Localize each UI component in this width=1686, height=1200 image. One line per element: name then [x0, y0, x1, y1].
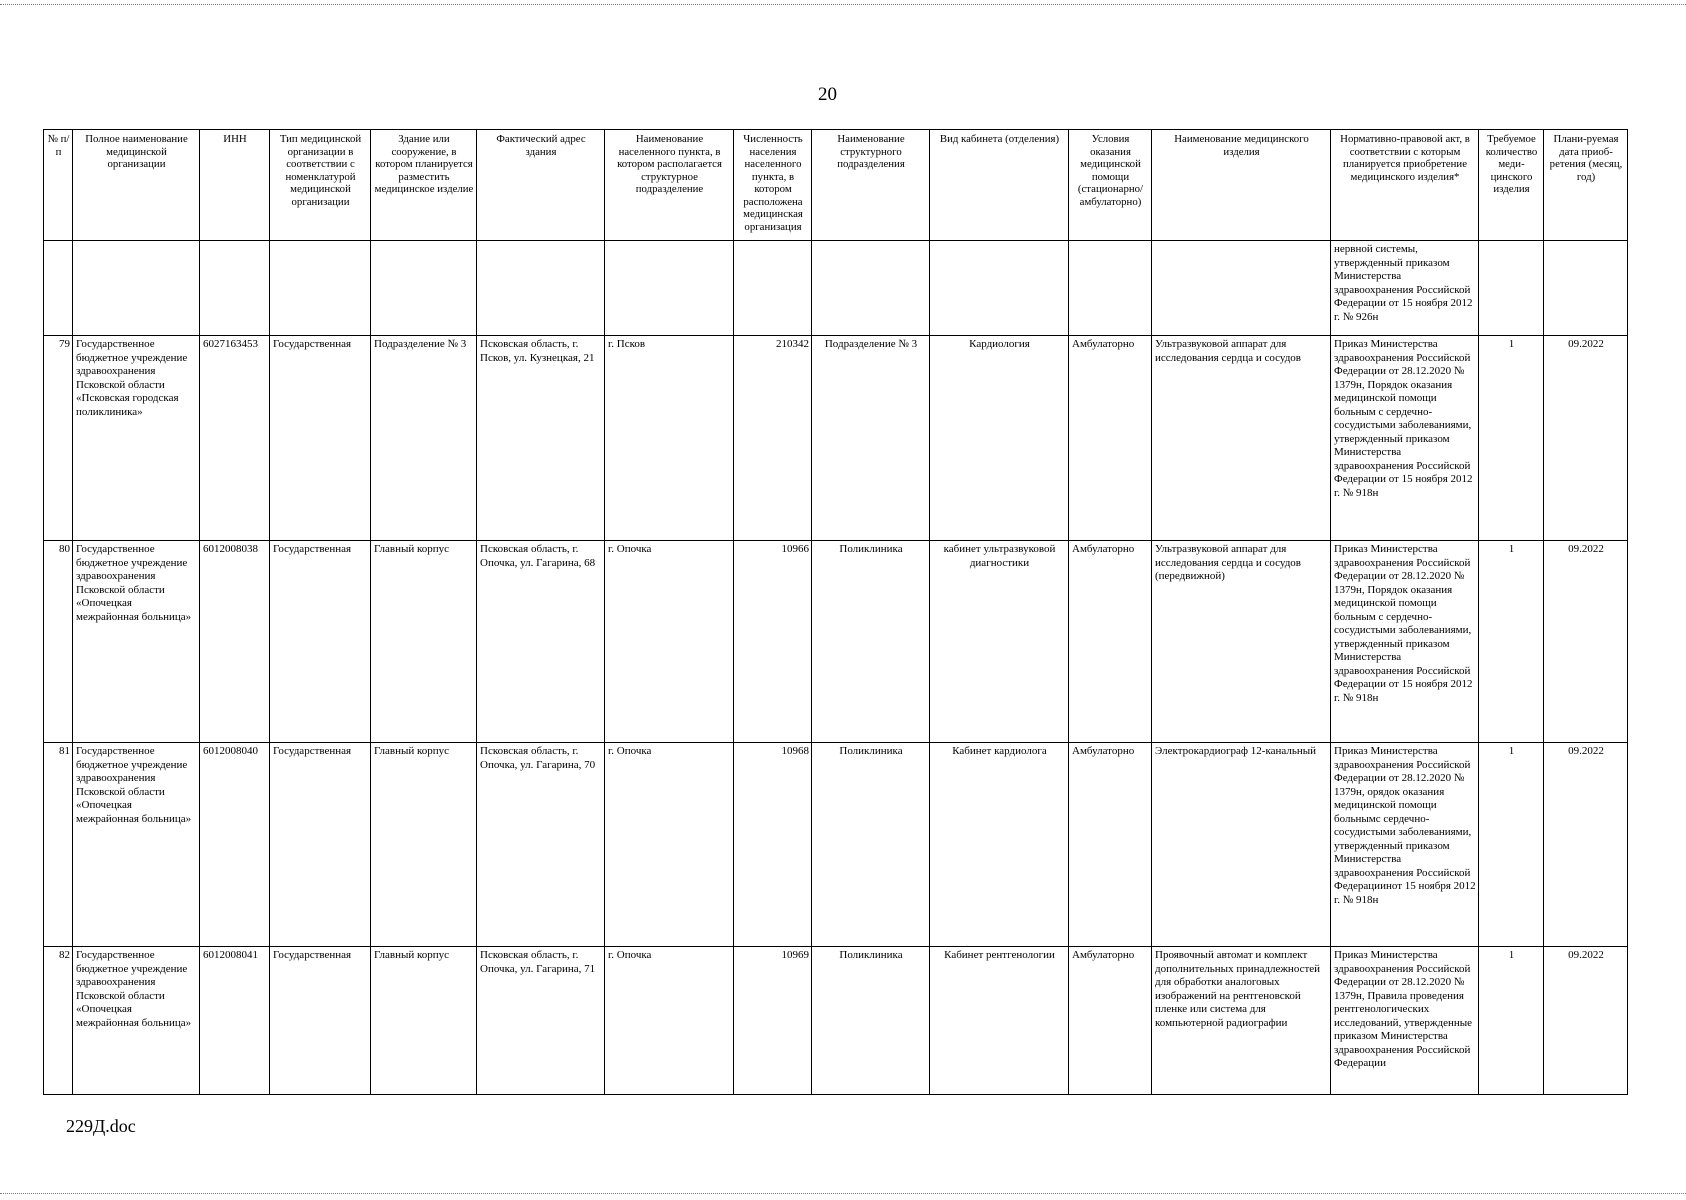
locality: г. Опочка	[605, 743, 734, 947]
inn-value: 6027163453	[200, 336, 270, 541]
cabinet-type: кабинет ультразвуковой диагностики	[930, 541, 1069, 743]
device-name: Проявочный автомат и комплект дополнительных принадлежностей для обработки аналоговых изображений на рентгеновской пленке или система для компьютерной радиографии	[1152, 947, 1331, 1095]
population: 10966	[734, 541, 812, 743]
org-type: Государственная	[270, 947, 371, 1095]
organization-name: Государственное бюджетное учреждение здравоохранения Псковской области «Опочецкая межрайонная больница»	[73, 541, 200, 743]
address: Псковская область, г. Псков, ул. Кузнецкая, 21	[477, 336, 605, 541]
footer-filename: 229Д.doc	[66, 1116, 136, 1136]
inn-value: 6012008041	[200, 947, 270, 1095]
quantity: 1	[1479, 541, 1544, 743]
header-quantity: Требуемое количество меди-цинского изделия	[1479, 130, 1544, 241]
care-conditions: Амбулаторно	[1069, 336, 1152, 541]
quantity: 1	[1479, 336, 1544, 541]
address: Псковская область, г. Опочка, ул. Гагарина, 70	[477, 743, 605, 947]
planned-date: 09.2022	[1544, 541, 1628, 743]
header-cabinet: Вид кабинета (отделения)	[930, 130, 1069, 241]
header-inn: ИНН	[200, 130, 270, 241]
cabinet-type: Кабинет кардиолога	[930, 743, 1069, 947]
org-type: Государственная	[270, 743, 371, 947]
population: 210342	[734, 336, 812, 541]
address: Псковская область, г. Опочка, ул. Гагарина, 71	[477, 947, 605, 1095]
row-number: 81	[44, 743, 73, 947]
legal-act: Приказ Министерства здравоохранения Российской Федерации от 28.12.2020 № 1379н, Порядок оказания медицинской помощи больным с сердечно-сосудистыми заболеваниями, утвержденный приказом Министерства здравоохранения Российской Федерации от 15 ноября 2012 г. № 918н	[1331, 336, 1479, 541]
quantity: 1	[1479, 743, 1544, 947]
population: 10968	[734, 743, 812, 947]
cabinet-type: Кабинет рентгенологии	[930, 947, 1069, 1095]
equipment-table	[43, 129, 1628, 1095]
header-population: Численность населения населенного пункта, в котором расположена медицинская организация	[734, 130, 812, 241]
cabinet-type: Кардиология	[930, 336, 1069, 541]
care-conditions: Амбулаторно	[1069, 743, 1152, 947]
quantity: 1	[1479, 947, 1544, 1095]
table-row	[44, 541, 1628, 743]
device-name: Ультразвуковой аппарат для исследования сердца и сосудов	[1152, 336, 1331, 541]
header-conditions: Условия оказания медицинской помощи (стационарно/ амбулаторно)	[1069, 130, 1152, 241]
building: Главный корпус	[371, 541, 477, 743]
row-number: 82	[44, 947, 73, 1095]
building: Подразделение № 3	[371, 336, 477, 541]
header-date: Плани-руемая дата приоб-ретения (месяц, год)	[1544, 130, 1628, 241]
subdivision: Поликлиника	[812, 743, 930, 947]
legal-act: Приказ Министерства здравоохранения Российской Федерации от 28.12.2020 № 1379н, Порядок оказания медицинской помощи больным с сердечно-сосудистыми заболеваниями, утвержденный приказом Министерства здравоохранения Российской Федерации от 15 ноября 2012 г. № 918н	[1331, 541, 1479, 743]
header-number: № п/п	[44, 130, 73, 241]
continuation-row	[44, 241, 1628, 336]
header-locality: Наименование населенного пункта, в котором располагается структурное подразделение	[605, 130, 734, 241]
header-device: Наименование медицинского изделия	[1152, 130, 1331, 241]
header-address: Фактический адрес здания	[477, 130, 605, 241]
subdivision: Подразделение № 3	[812, 336, 930, 541]
locality: г. Опочка	[605, 947, 734, 1095]
locality: г. Псков	[605, 336, 734, 541]
page-number: 20	[818, 84, 837, 105]
planned-date: 09.2022	[1544, 336, 1628, 541]
row-number: 80	[44, 541, 73, 743]
inn-value: 6012008038	[200, 541, 270, 743]
org-type: Государственная	[270, 541, 371, 743]
organization-name: Государственное бюджетное учреждение здравоохранения Псковской области «Псковская городская поликлиника»	[73, 336, 200, 541]
scan-edge-bottom	[0, 1193, 1686, 1194]
address: Псковская область, г. Опочка, ул. Гагарина, 68	[477, 541, 605, 743]
header-building: Здание или сооружение, в котором планируется разместить медицинское изделие	[371, 130, 477, 241]
header-subdivision: Наименование структурного подразделения	[812, 130, 930, 241]
org-type: Государственная	[270, 336, 371, 541]
device-name: Электрокардиограф 12-канальный	[1152, 743, 1331, 947]
organization-name: Государственное бюджетное учреждение здравоохранения Псковской области «Опочецкая межрайонная больница»	[73, 743, 200, 947]
planned-date: 09.2022	[1544, 947, 1628, 1095]
continuation-act-text: нервной системы, утвержденный приказом Министерства здравоохранения Российской Федерации от 15 ноября 2012 г. № 926н	[1331, 241, 1479, 336]
row-number: 79	[44, 336, 73, 541]
table-row	[44, 947, 1628, 1095]
locality: г. Опочка	[605, 541, 734, 743]
header-organization: Полное наименование медицинской организации	[73, 130, 200, 241]
scan-edge-top	[0, 4, 1686, 5]
inn-value: 6012008040	[200, 743, 270, 947]
header-org-type: Тип медицинской организации в соответствии с номенклатурой медицинской организации	[270, 130, 371, 241]
building: Главный корпус	[371, 947, 477, 1095]
device-name: Ультразвуковой аппарат для исследования сердца и сосудов (передвижной)	[1152, 541, 1331, 743]
header-legal-act: Нормативно-правовой акт, в соответствии с которым планируется приобретение медицинского изделия*	[1331, 130, 1479, 241]
legal-act: Приказ Министерства здравоохранения Российской Федерации от 28.12.2020 № 1379н, Правила проведения рентгенологических исследований, утвержденные приказом Министерства здравоохранения Российской Федерации	[1331, 947, 1479, 1095]
organization-name: Государственное бюджетное учреждение здравоохранения Псковской области «Опочецкая межрайонная больница»	[73, 947, 200, 1095]
planned-date: 09.2022	[1544, 743, 1628, 947]
care-conditions: Амбулаторно	[1069, 541, 1152, 743]
building: Главный корпус	[371, 743, 477, 947]
table-header-row	[44, 130, 1628, 241]
population: 10969	[734, 947, 812, 1095]
table-row	[44, 743, 1628, 947]
legal-act: Приказ Министерства здравоохранения Российской Федерации от 28.12.2020 № 1379н, орядок оказания медицинской помощи больнымс сердечно-сосудистыми заболеваниями, утвержденный приказом Министерства здравоохранения Российской Федерациинот 15 ноября 2012 г. № 918н	[1331, 743, 1479, 947]
table-row	[44, 336, 1628, 541]
care-conditions: Амбулаторно	[1069, 947, 1152, 1095]
subdivision: Поликлиника	[812, 947, 930, 1095]
subdivision: Поликлиника	[812, 541, 930, 743]
